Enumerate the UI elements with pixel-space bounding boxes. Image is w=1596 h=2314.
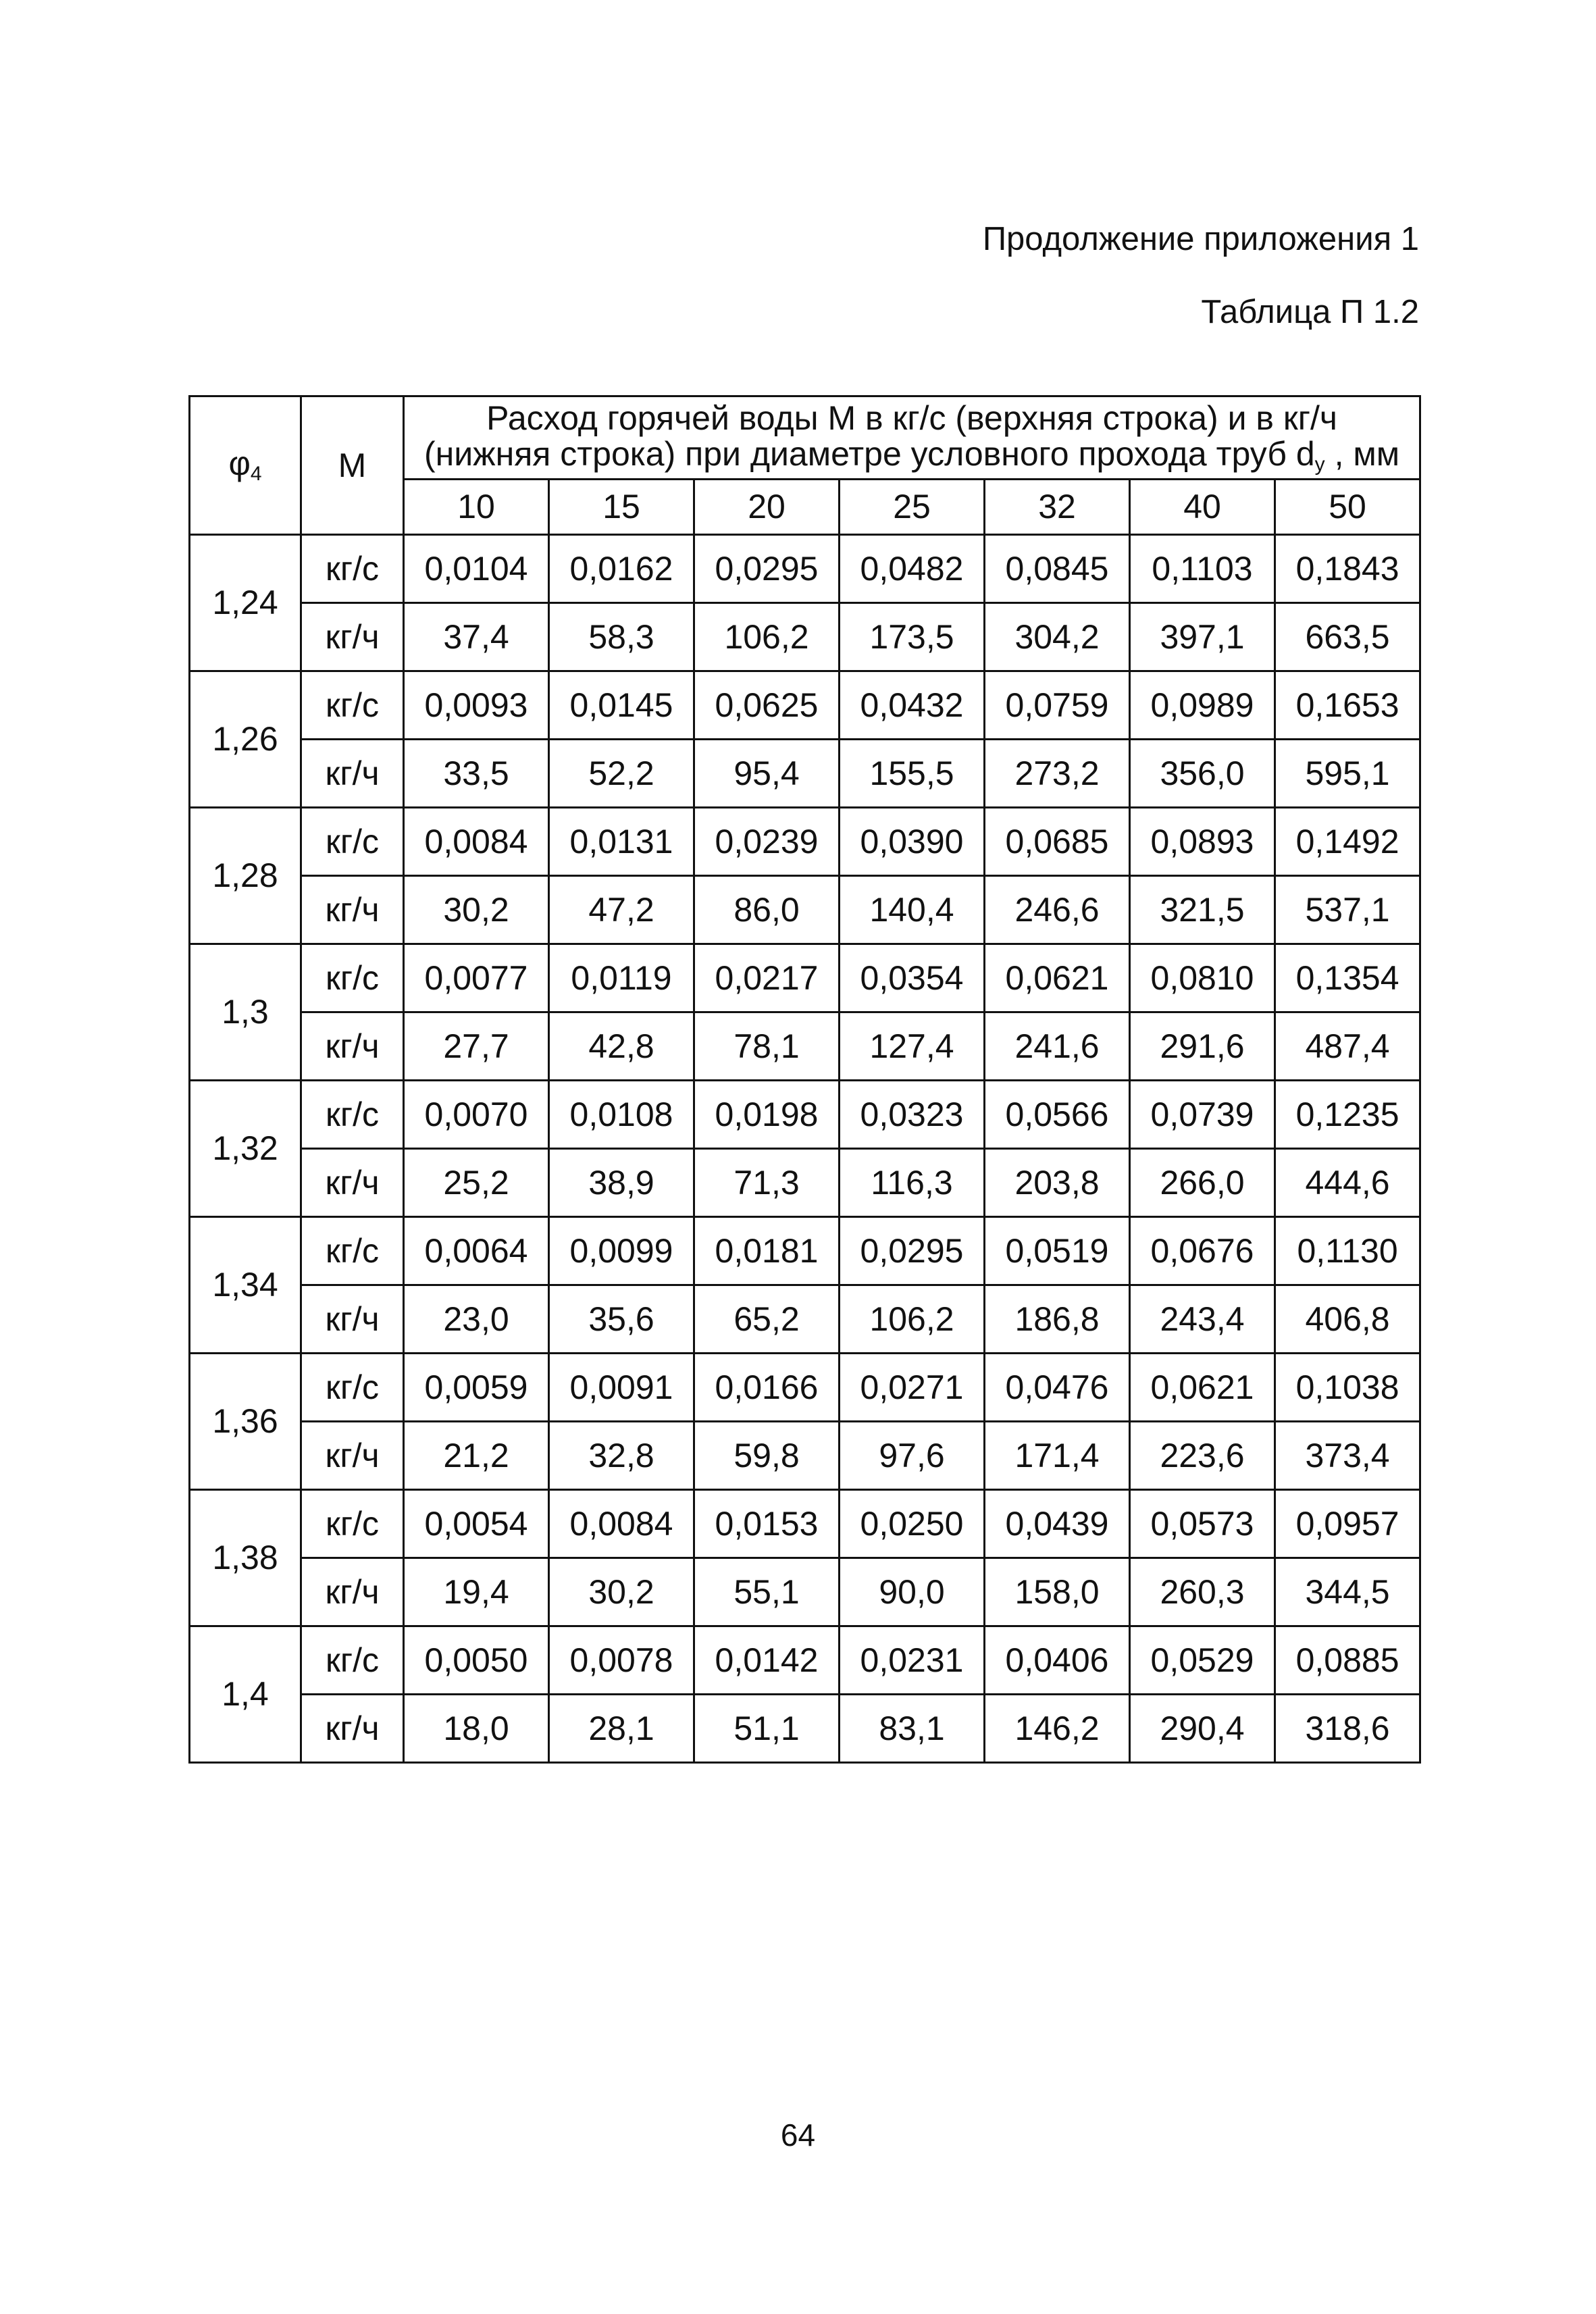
flow-value-cell: 52,2 (549, 740, 694, 808)
table-row (190, 1695, 1420, 1763)
flow-value-cell: 291,6 (1130, 1012, 1275, 1081)
phi-value: 1,4 (190, 1626, 301, 1763)
flow-value-cell: 106,2 (694, 603, 840, 671)
unit-cell: кг/ч (301, 1149, 404, 1217)
flow-value-cell: 0,0519 (985, 1217, 1130, 1285)
flow-value-cell: 173,5 (840, 603, 985, 671)
flow-value-cell: 444,6 (1275, 1149, 1420, 1217)
description-subscript: у (1314, 453, 1325, 475)
flow-value-cell: 203,8 (985, 1149, 1130, 1217)
unit-cell: кг/с (301, 1354, 404, 1422)
flow-value-cell: 0,1103 (1130, 535, 1275, 603)
flow-value-cell: 0,0217 (694, 944, 840, 1012)
flow-value-cell: 0,1492 (1275, 808, 1420, 876)
flow-value-cell: 19,4 (404, 1558, 549, 1626)
flow-value-cell: 266,0 (1130, 1149, 1275, 1217)
flow-value-cell: 321,5 (1130, 876, 1275, 944)
flow-value-cell: 38,9 (549, 1149, 694, 1217)
unit-cell: кг/с (301, 535, 404, 603)
flow-value-cell: 58,3 (549, 603, 694, 671)
diameter-header: 15 (549, 480, 694, 535)
unit-cell: кг/с (301, 944, 404, 1012)
flow-value-cell: 487,4 (1275, 1012, 1420, 1081)
flow-value-cell: 0,0621 (1130, 1354, 1275, 1422)
flow-value-cell: 0,1038 (1275, 1354, 1420, 1422)
flow-value-cell: 406,8 (1275, 1285, 1420, 1354)
flow-value-cell: 0,0845 (985, 535, 1130, 603)
phi-value: 1,36 (190, 1354, 301, 1490)
unit-cell: кг/с (301, 1217, 404, 1285)
flow-value-cell: 65,2 (694, 1285, 840, 1354)
flow-value-cell: 0,0759 (985, 671, 1130, 740)
table-row (190, 1422, 1420, 1490)
flow-value-cell: 0,0271 (840, 1354, 985, 1422)
phi-value: 1,28 (190, 808, 301, 944)
unit-cell: кг/ч (301, 740, 404, 808)
flow-value-cell: 0,0153 (694, 1490, 840, 1558)
flow-value-cell: 23,0 (404, 1285, 549, 1354)
continuation-caption: Продолжение приложения 1 (982, 221, 1419, 257)
table-row (190, 808, 1420, 876)
flow-value-cell: 42,8 (549, 1012, 694, 1081)
flow-value-cell: 0,0119 (549, 944, 694, 1012)
flow-value-cell: 0,0231 (840, 1626, 985, 1695)
flow-value-cell: 0,0108 (549, 1081, 694, 1149)
flow-value-cell: 106,2 (840, 1285, 985, 1354)
flow-value-cell: 0,0239 (694, 808, 840, 876)
flow-value-cell: 0,0059 (404, 1354, 549, 1422)
description-unit: , мм (1324, 434, 1400, 473)
flow-value-cell: 0,0323 (840, 1081, 985, 1149)
flow-value-cell: 127,4 (840, 1012, 985, 1081)
flow-value-cell: 71,3 (694, 1149, 840, 1217)
table-row (190, 1149, 1420, 1217)
flow-value-cell: 90,0 (840, 1558, 985, 1626)
phi-value: 1,32 (190, 1081, 301, 1217)
flow-value-cell: 243,4 (1130, 1285, 1275, 1354)
flow-value-cell: 595,1 (1275, 740, 1420, 808)
diameter-header: 40 (1130, 480, 1275, 535)
flow-value-cell: 246,6 (985, 876, 1130, 944)
flow-value-cell: 59,8 (694, 1422, 840, 1490)
flow-value-cell: 33,5 (404, 740, 549, 808)
phi-value: 1,34 (190, 1217, 301, 1354)
flow-value-cell: 0,0406 (985, 1626, 1130, 1695)
flow-description-header (404, 396, 1420, 480)
flow-value-cell: 116,3 (840, 1149, 985, 1217)
table-row (190, 1081, 1420, 1149)
table-row (190, 1558, 1420, 1626)
phi-value: 1,3 (190, 944, 301, 1081)
flow-value-cell: 30,2 (404, 876, 549, 944)
flow-value-cell: 397,1 (1130, 603, 1275, 671)
flow-value-cell: 0,0084 (404, 808, 549, 876)
table-row (190, 944, 1420, 1012)
table-row (190, 1490, 1420, 1558)
flow-value-cell: 0,0070 (404, 1081, 549, 1149)
unit-cell: кг/с (301, 808, 404, 876)
table-row (190, 740, 1420, 808)
table-row (190, 535, 1420, 603)
flow-value-cell: 0,1130 (1275, 1217, 1420, 1285)
flow-value-cell: 171,4 (985, 1422, 1130, 1490)
table-row (190, 1217, 1420, 1285)
flow-value-cell: 0,0354 (840, 944, 985, 1012)
flow-value-cell: 35,6 (549, 1285, 694, 1354)
flow-value-cell: 273,2 (985, 740, 1130, 808)
flow-value-cell: 0,0050 (404, 1626, 549, 1695)
flow-value-cell: 223,6 (1130, 1422, 1275, 1490)
unit-cell: кг/ч (301, 1012, 404, 1081)
flow-value-cell: 0,0685 (985, 808, 1130, 876)
flow-value-cell: 158,0 (985, 1558, 1130, 1626)
flow-value-cell: 140,4 (840, 876, 985, 944)
hot-water-flow-table (188, 395, 1421, 1764)
flow-value-cell: 0,0482 (840, 535, 985, 603)
flow-value-cell: 0,0989 (1130, 671, 1275, 740)
flow-value-cell: 0,0091 (549, 1354, 694, 1422)
flow-value-cell: 186,8 (985, 1285, 1130, 1354)
diameter-header: 10 (404, 480, 549, 535)
phi-value: 1,38 (190, 1490, 301, 1626)
flow-value-cell: 0,0093 (404, 671, 549, 740)
unit-cell: кг/ч (301, 1558, 404, 1626)
flow-value-cell: 0,0104 (404, 535, 549, 603)
flow-value-cell: 0,0054 (404, 1490, 549, 1558)
flow-value-cell: 260,3 (1130, 1558, 1275, 1626)
flow-value-cell: 0,0162 (549, 535, 694, 603)
flow-value-cell: 32,8 (549, 1422, 694, 1490)
flow-value-cell: 0,0432 (840, 671, 985, 740)
flow-value-cell: 344,5 (1275, 1558, 1420, 1626)
flow-value-cell: 537,1 (1275, 876, 1420, 944)
flow-value-cell: 0,0077 (404, 944, 549, 1012)
flow-value-cell: 0,0957 (1275, 1490, 1420, 1558)
flow-value-cell: 21,2 (404, 1422, 549, 1490)
phi-value: 1,26 (190, 671, 301, 808)
unit-cell: кг/ч (301, 1422, 404, 1490)
unit-cell: кг/с (301, 1626, 404, 1695)
description-line-2: (нижняя строка) при диаметре условного прохода труб d (423, 434, 1315, 473)
flow-value-cell: 86,0 (694, 876, 840, 944)
flow-value-cell: 78,1 (694, 1012, 840, 1081)
flow-value-cell: 0,0625 (694, 671, 840, 740)
flow-value-cell: 356,0 (1130, 740, 1275, 808)
flow-value-cell: 373,4 (1275, 1422, 1420, 1490)
table-body (190, 535, 1420, 1763)
flow-value-cell: 241,6 (985, 1012, 1130, 1081)
flow-value-cell: 0,0131 (549, 808, 694, 876)
flow-value-cell: 0,0078 (549, 1626, 694, 1695)
flow-value-cell: 0,0099 (549, 1217, 694, 1285)
flow-value-cell: 0,1235 (1275, 1081, 1420, 1149)
table-row (190, 1285, 1420, 1354)
flow-value-cell: 146,2 (985, 1695, 1130, 1763)
flow-value-cell: 663,5 (1275, 603, 1420, 671)
flow-value-cell: 28,1 (549, 1695, 694, 1763)
flow-value-cell: 0,0566 (985, 1081, 1130, 1149)
unit-cell: кг/ч (301, 876, 404, 944)
flow-value-cell: 0,0621 (985, 944, 1130, 1012)
phi-value: 1,24 (190, 535, 301, 671)
flow-value-cell: 0,0142 (694, 1626, 840, 1695)
diameter-header: 25 (840, 480, 985, 535)
flow-value-cell: 0,0295 (694, 535, 840, 603)
flow-value-cell: 0,0893 (1130, 808, 1275, 876)
diameter-header: 20 (694, 480, 840, 535)
page-number: 64 (780, 2117, 816, 2153)
flow-value-cell: 0,0198 (694, 1081, 840, 1149)
flow-value-cell: 0,0573 (1130, 1490, 1275, 1558)
flow-value-cell: 27,7 (404, 1012, 549, 1081)
flow-value-cell: 37,4 (404, 603, 549, 671)
flow-value-cell: 47,2 (549, 876, 694, 944)
flow-value-cell: 0,0739 (1130, 1081, 1275, 1149)
flow-value-cell: 0,0476 (985, 1354, 1130, 1422)
flow-value-cell: 155,5 (840, 740, 985, 808)
flow-value-cell: 97,6 (840, 1422, 985, 1490)
flow-value-cell: 0,0810 (1130, 944, 1275, 1012)
flow-value-cell: 0,0250 (840, 1490, 985, 1558)
flow-value-cell: 0,0181 (694, 1217, 840, 1285)
unit-cell: кг/ч (301, 1285, 404, 1354)
phi-subscript: 4 (250, 463, 262, 486)
table-row (190, 603, 1420, 671)
flow-value-cell: 0,0885 (1275, 1626, 1420, 1695)
flow-value-cell: 0,0166 (694, 1354, 840, 1422)
flow-value-cell: 30,2 (549, 1558, 694, 1626)
unit-cell: кг/ч (301, 603, 404, 671)
flow-value-cell: 95,4 (694, 740, 840, 808)
flow-value-cell: 304,2 (985, 603, 1130, 671)
flow-value-cell: 0,1843 (1275, 535, 1420, 603)
flow-value-cell: 0,0295 (840, 1217, 985, 1285)
flow-value-cell: 290,4 (1130, 1695, 1275, 1763)
diameter-header: 50 (1275, 480, 1420, 535)
flow-value-cell: 0,0439 (985, 1490, 1130, 1558)
table-row (190, 671, 1420, 740)
flow-value-cell: 318,6 (1275, 1695, 1420, 1763)
flow-value-cell: 0,1653 (1275, 671, 1420, 740)
flow-value-cell: 0,0064 (404, 1217, 549, 1285)
table-row (190, 876, 1420, 944)
flow-value-cell: 18,0 (404, 1695, 549, 1763)
flow-value-cell: 83,1 (840, 1695, 985, 1763)
unit-cell: кг/ч (301, 1695, 404, 1763)
m-column-header: М (301, 396, 404, 535)
table-row (190, 1354, 1420, 1422)
unit-cell: кг/с (301, 1081, 404, 1149)
flow-value-cell: 0,0529 (1130, 1626, 1275, 1695)
flow-value-cell: 0,0084 (549, 1490, 694, 1558)
flow-value-cell: 55,1 (694, 1558, 840, 1626)
flow-value-cell: 25,2 (404, 1149, 549, 1217)
table-caption: Таблица П 1.2 (1201, 294, 1419, 330)
unit-cell: кг/с (301, 1490, 404, 1558)
description-line-1: Расход горячей воды М в кг/с (верхняя строка) и в кг/ч (486, 399, 1337, 437)
phi-symbol: φ (228, 444, 251, 483)
diameter-header: 32 (985, 480, 1130, 535)
flow-value-cell: 51,1 (694, 1695, 840, 1763)
phi-column-header (190, 396, 301, 535)
flow-value-cell: 0,1354 (1275, 944, 1420, 1012)
table-row (190, 1626, 1420, 1695)
flow-value-cell: 0,0390 (840, 808, 985, 876)
unit-cell: кг/с (301, 671, 404, 740)
flow-value-cell: 0,0145 (549, 671, 694, 740)
table-row (190, 1012, 1420, 1081)
flow-value-cell: 0,0676 (1130, 1217, 1275, 1285)
